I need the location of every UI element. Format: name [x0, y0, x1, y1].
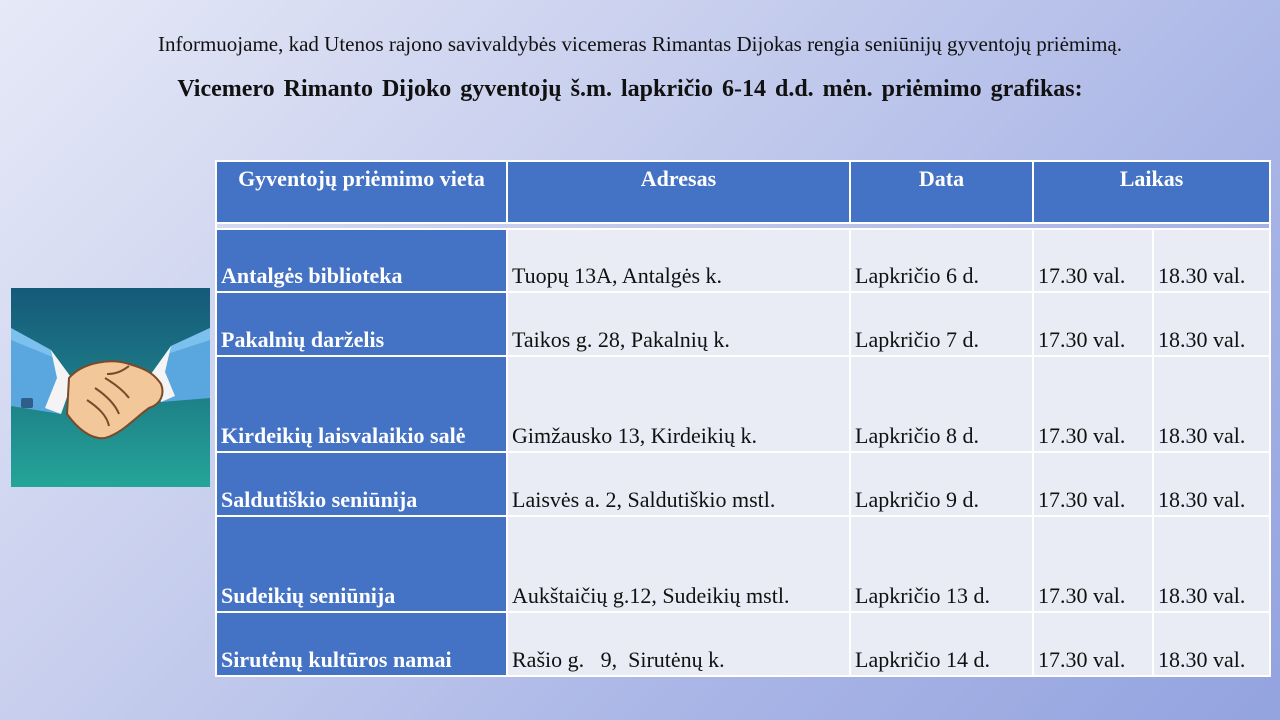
row-date: Lapkričio 8 d.: [850, 356, 1033, 452]
table-row: [216, 516, 1270, 612]
row-place: Kirdeikių laisvalaikio salė: [216, 356, 507, 452]
row-date: Lapkričio 7 d.: [850, 292, 1033, 356]
row-end-time: 18.30 val.: [1153, 229, 1270, 292]
row-place: Sirutėnų kultūros namai: [216, 612, 507, 676]
row-place: Antalgės biblioteka: [216, 229, 507, 292]
header-place: Gyventojų priėmimo vieta: [216, 161, 507, 223]
row-date: Lapkričio 6 d.: [850, 229, 1033, 292]
row-place: Sudeikių seniūnija: [216, 516, 507, 612]
header-date: Data: [850, 161, 1033, 223]
table-row: [216, 292, 1270, 356]
row-date: Lapkričio 13 d.: [850, 516, 1033, 612]
row-start-time: 17.30 val.: [1033, 356, 1153, 452]
row-start-time: 17.30 val.: [1033, 612, 1153, 676]
row-end-time: 18.30 val.: [1153, 612, 1270, 676]
table-row: [216, 452, 1270, 516]
row-address: Gimžausko 13, Kirdeikių k.: [507, 356, 850, 452]
row-end-time: 18.30 val.: [1153, 516, 1270, 612]
table-row: [216, 356, 1270, 452]
row-place: Pakalnių darželis: [216, 292, 507, 356]
row-end-time: 18.30 val.: [1153, 292, 1270, 356]
row-address: Rašio g. 9, Sirutėnų k.: [507, 612, 850, 676]
row-start-time: 17.30 val.: [1033, 452, 1153, 516]
row-end-time: 18.30 val.: [1153, 356, 1270, 452]
row-address: Taikos g. 28, Pakalnių k.: [507, 292, 850, 356]
row-date: Lapkričio 14 d.: [850, 612, 1033, 676]
row-start-time: 17.30 val.: [1033, 229, 1153, 292]
table-row: [216, 229, 1270, 292]
row-place: Saldutiškio seniūnija: [216, 452, 507, 516]
header-time: Laikas: [1033, 161, 1270, 223]
row-address: Laisvės a. 2, Saldutiškio mstl.: [507, 452, 850, 516]
header-address: Adresas: [507, 161, 850, 223]
intro-text: Informuojame, kad Utenos rajono savivaldybės vicemeras Rimantas Dijokas rengia seniūnijų gyventojų priėmimą.: [157, 32, 1122, 56]
handshake-icon: [11, 288, 210, 487]
row-end-time: 18.30 val.: [1153, 452, 1270, 516]
handshake-image: [11, 288, 210, 487]
schedule-heading: Vicemero Rimanto Dijoko gyventojų š.m. lapkričio 6-14 d.d. mėn. priėmimo grafikas:: [177, 76, 1083, 102]
table-header-row: [216, 161, 1270, 223]
row-address: Aukštaičių g.12, Sudeikių mstl.: [507, 516, 850, 612]
row-start-time: 17.30 val.: [1033, 516, 1153, 612]
row-date: Lapkričio 9 d.: [850, 452, 1033, 516]
schedule-table: [215, 160, 1271, 677]
table-row: [216, 612, 1270, 676]
row-address: Tuopų 13A, Antalgės k.: [507, 229, 850, 292]
row-start-time: 17.30 val.: [1033, 292, 1153, 356]
